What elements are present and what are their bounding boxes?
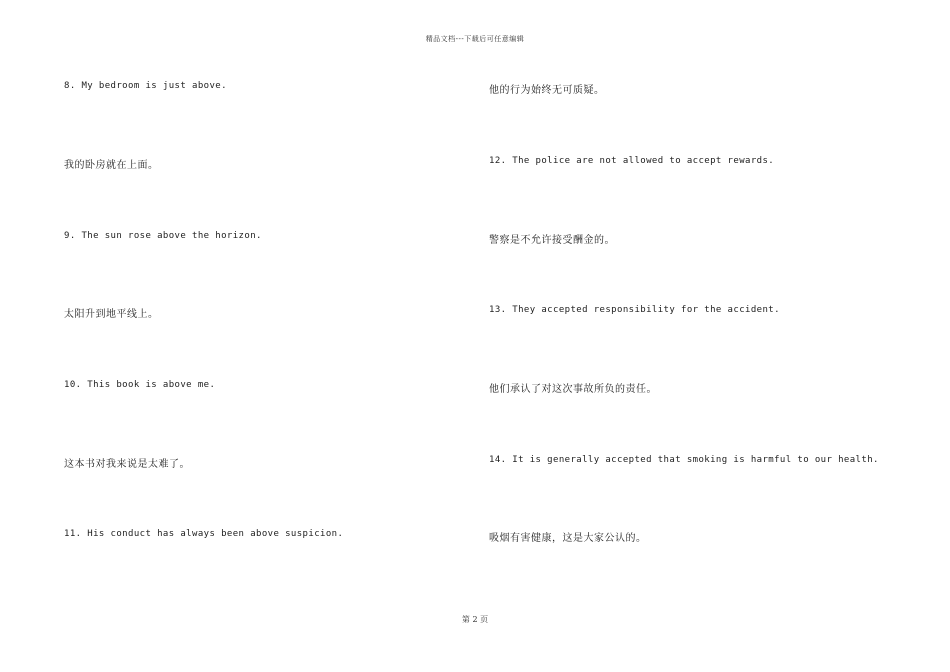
page-header: 精品文档---下载后可任意编辑 [425,35,525,43]
sentence-8-english: 8. My bedroom is just above. [64,81,227,91]
sentence-13-translation: 他们承认了对这次事故所负的责任。 [489,384,657,395]
sentence-9-translation: 太阳升到地平线上。 [64,309,159,320]
sentence-12-translation: 警察是不允许接受酬金的。 [489,235,615,246]
page-number: 第 2 页 [461,615,489,624]
sentence-14-english: 14. It is generally accepted that smoking is harmful to our health. [489,455,879,465]
sentence-8-translation: 我的卧房就在上面。 [64,160,159,171]
sentence-10-translation: 这本书对我来说是太难了。 [64,459,190,470]
sentence-13-english: 13. They accepted responsibility for the accident. [489,305,780,315]
sentence-11-translation: 他的行为始终无可质疑。 [489,85,605,96]
sentence-14-translation: 吸烟有害健康，这是大家公认的。 [489,533,647,544]
sentence-12-english: 12. The police are not allowed to accept rewards. [489,156,775,166]
sentence-11-english: 11. His conduct has always been above suspicion. [64,529,344,539]
sentence-10-english: 10. This book is above me. [64,380,216,390]
sentence-9-english: 9. The sun rose above the horizon. [64,231,262,241]
